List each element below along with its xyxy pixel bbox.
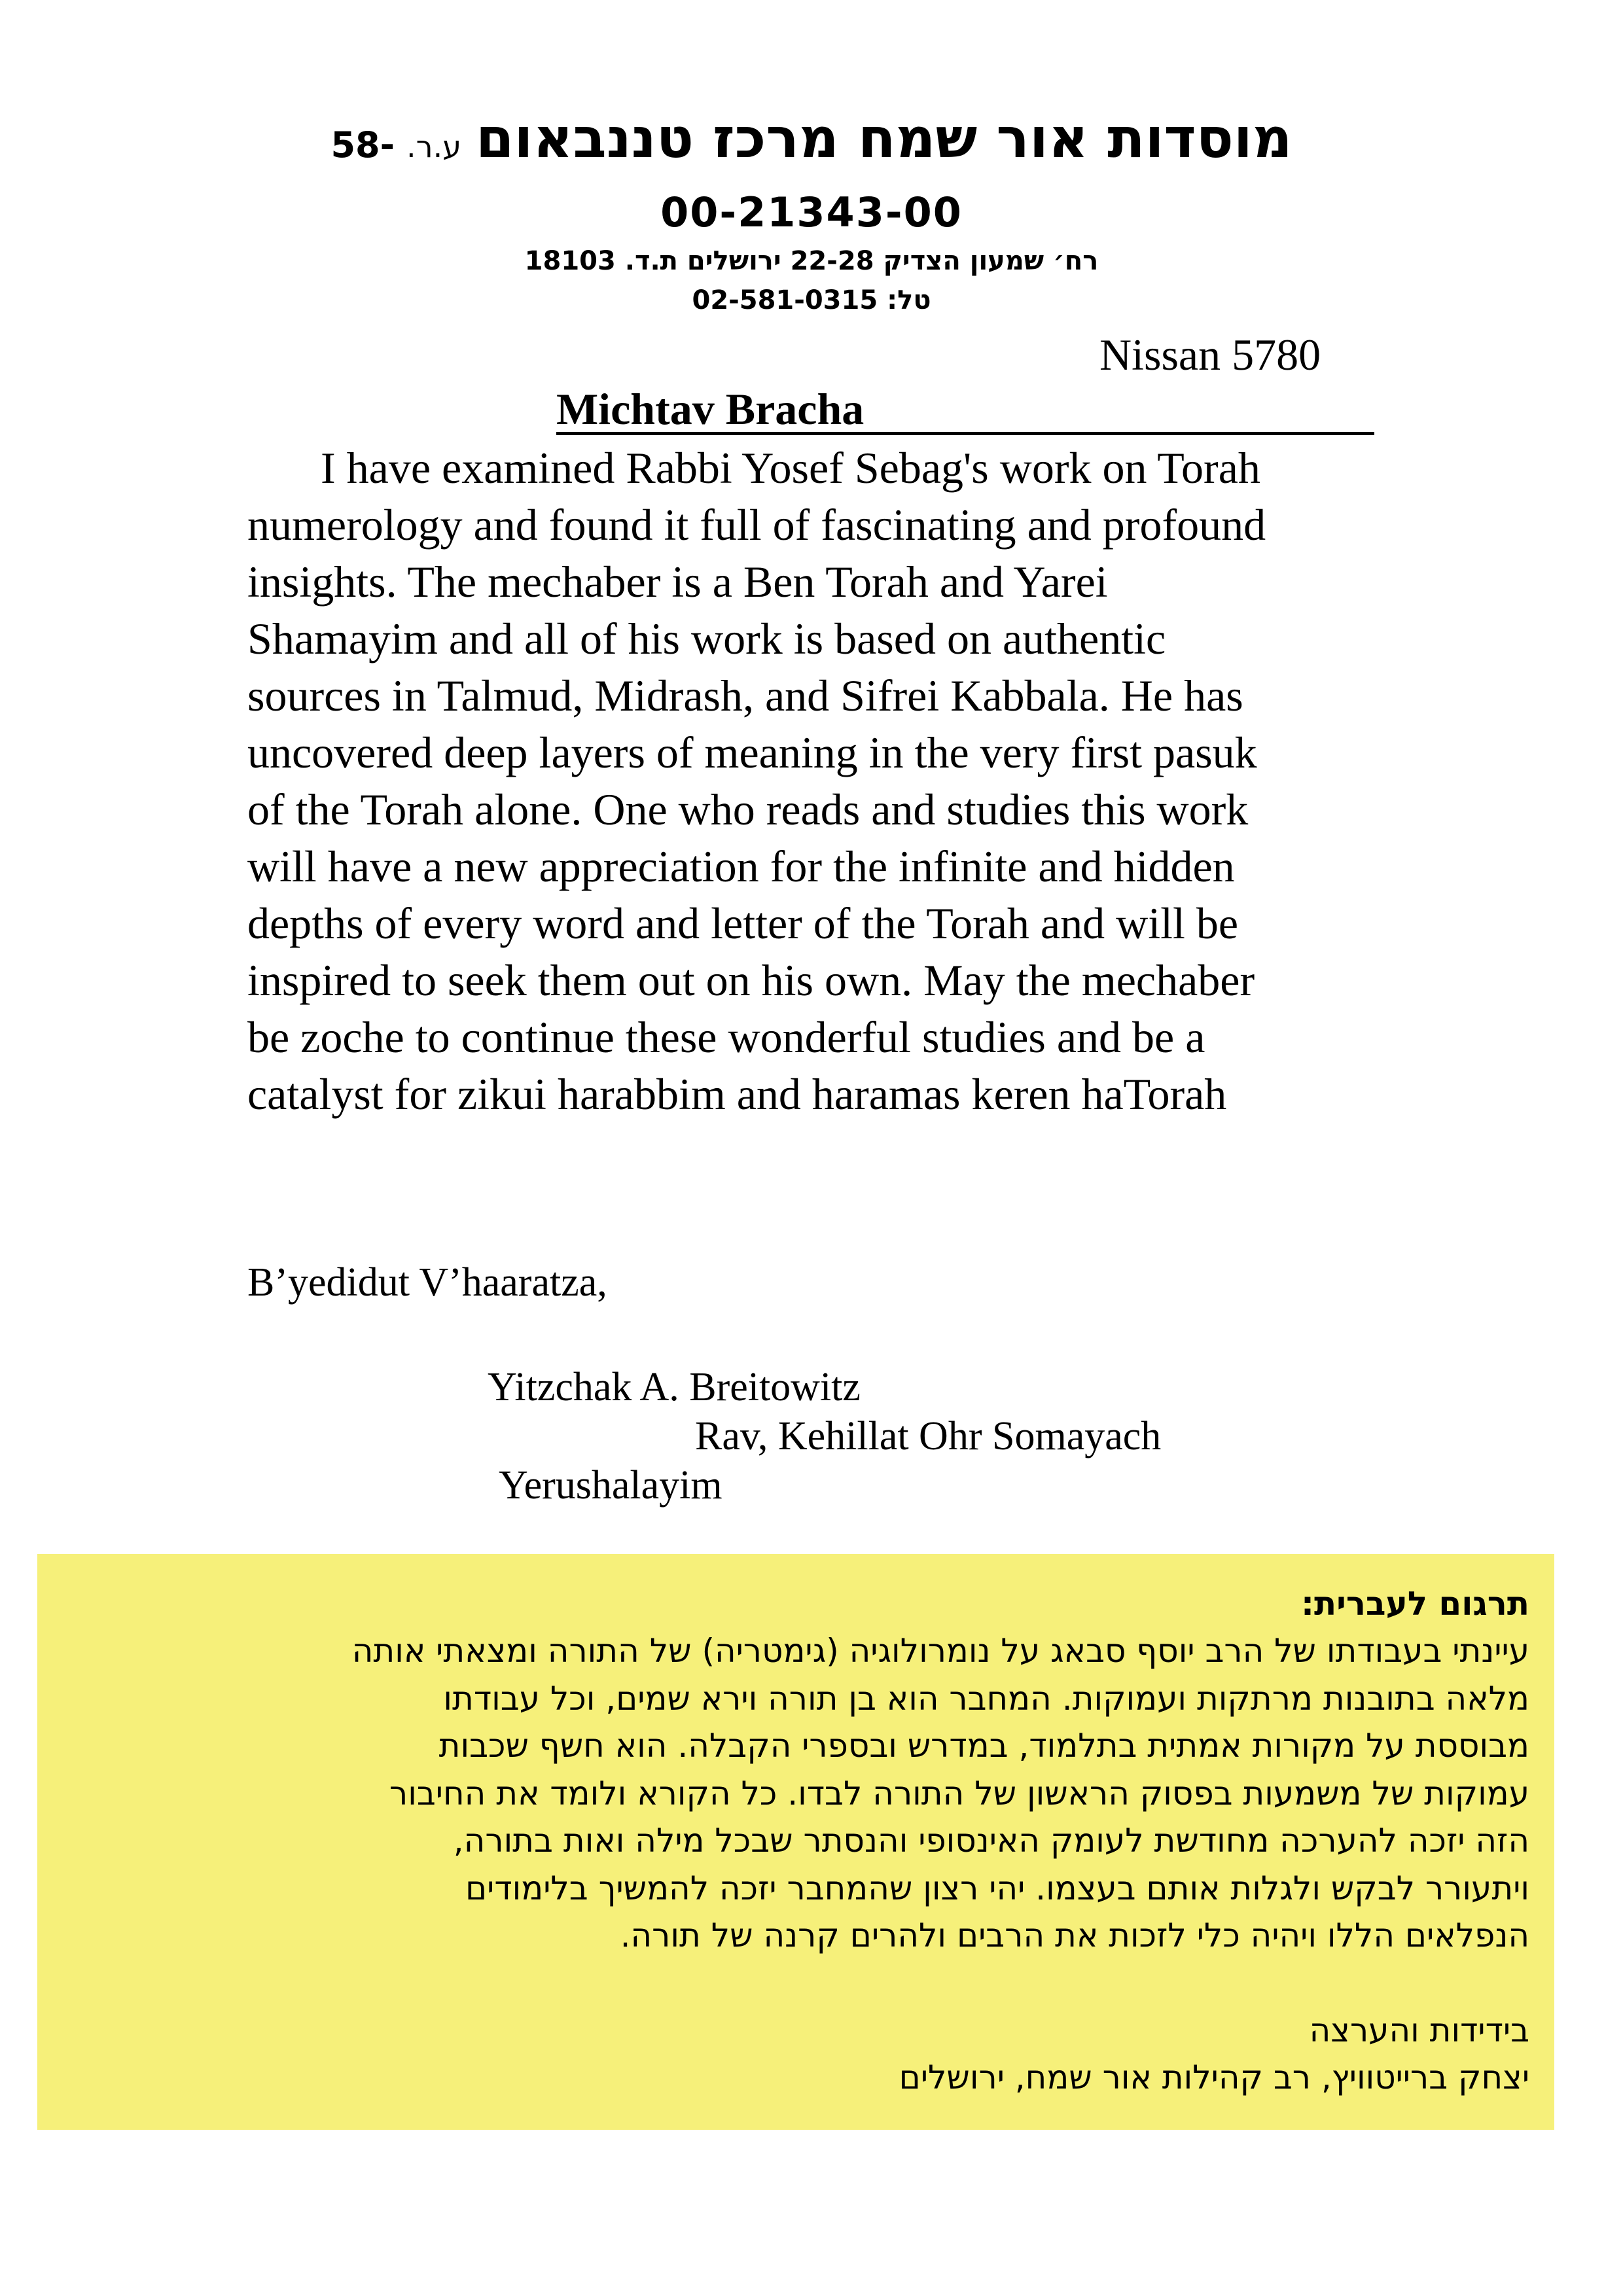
- org-number-prefix: 58-: [330, 124, 395, 166]
- body-line: depths of every word and letter of the Torah and will be: [247, 898, 1239, 948]
- registration-number: 00-21343-00: [660, 188, 963, 236]
- translation-line: מבוססת על מקורות אמתית בתלמוד, במדרש ובספרי הקבלה. הוא חשף שכבות: [438, 1727, 1529, 1765]
- org-phone-line: [0, 285, 1623, 315]
- body-line: numerology and found it full of fascinating and profound: [247, 500, 1266, 550]
- body-line: I have examined Rabbi Yosef Sebag's work on Torah: [321, 443, 1260, 493]
- letterhead-org-line: [0, 106, 1623, 170]
- org-name: מוסדות אור שמח מרכז טננבאום: [476, 106, 1293, 170]
- body-line: catalyst for zikui harabbim and haramas keren haTorah: [247, 1069, 1227, 1119]
- translation-line: ויתעורר לבקש ולגלות אותם בעצמו. יהי רצון שהמחבר יזכה להמשיך בלימודים: [465, 1869, 1529, 1907]
- translation-line: עמוקות של משמעות בפסוק הראשון של התורה לבדו. כל הקורא ולומד את החיבור: [389, 1774, 1529, 1812]
- body-line: be zoche to continue these wonderful studies and be a: [247, 1012, 1205, 1062]
- body-line: uncovered deep layers of meaning in the very first pasuk: [247, 728, 1257, 777]
- letter-body: [247, 440, 1386, 1123]
- org-address: רח׳ שמעון הצדיק 22-28 ירושלים ת.ד. 18103: [524, 246, 1099, 276]
- translation-signature: יצחק ברייטוויץ, רב קהילות אור שמח, ירושלים: [899, 2058, 1529, 2096]
- signatory-title: Rav, Kehillat Ohr Somayach: [695, 1414, 1162, 1458]
- body-line: inspired to seek them out on his own. May the mechaber: [247, 955, 1255, 1005]
- org-abbrev: ע.ר.: [406, 129, 462, 164]
- letter-title: Michtav Bracha: [556, 386, 1374, 435]
- body-line: insights. The mechaber is a Ben Torah and Yarei: [247, 557, 1108, 607]
- translation-line: מלאה בתובנות מרתקות ועמוקות. המחבר הוא בן תורה וירא שמים, וכל עבודתו: [443, 1679, 1529, 1718]
- translation-line: הנפלאים הללו ויהיה כלי לזכות את הרבים ולהרים קרנה של תורה.: [620, 1916, 1529, 1954]
- translation-line: עיינתי בעבודתו של הרב יוסף סבאג על נומרולוגיה (גימטריה) של התורה ומצאתי אותה: [351, 1632, 1529, 1670]
- signatory-name: Yitzchak A. Breitowitz: [488, 1365, 861, 1409]
- translation-closing: בידידות והערצה: [1309, 2011, 1529, 2049]
- translation-heading: תרגום לעברית:: [1301, 1585, 1529, 1623]
- translation-line: הזה יזכה להערכה מחודשת לעומק האינסופי והנסתר שבכל מילה ואות בתורה,: [453, 1822, 1529, 1860]
- body-line: of the Torah alone. One who reads and studies this work: [247, 785, 1249, 834]
- phone-number: 02-581-0315: [692, 285, 878, 315]
- phone-label: טל:: [887, 285, 931, 315]
- body-line: will have a new appreciation for the infinite and hidden: [247, 841, 1235, 891]
- translation-spacer: [50, 1960, 1529, 2007]
- hebrew-translation-box: [37, 1554, 1554, 2130]
- body-line: Shamayim and all of his work is based on authentic: [247, 614, 1166, 663]
- body-line: sources in Talmud, Midrash, and Sifrei Kabbala. He has: [247, 671, 1243, 720]
- letter-date: Nissan 5780: [1099, 330, 1321, 380]
- letter-closing: B’yedidut V’haaratza,: [247, 1260, 607, 1305]
- signatory-place: Yerushalayim: [499, 1463, 722, 1508]
- translation-content: [50, 1580, 1529, 2102]
